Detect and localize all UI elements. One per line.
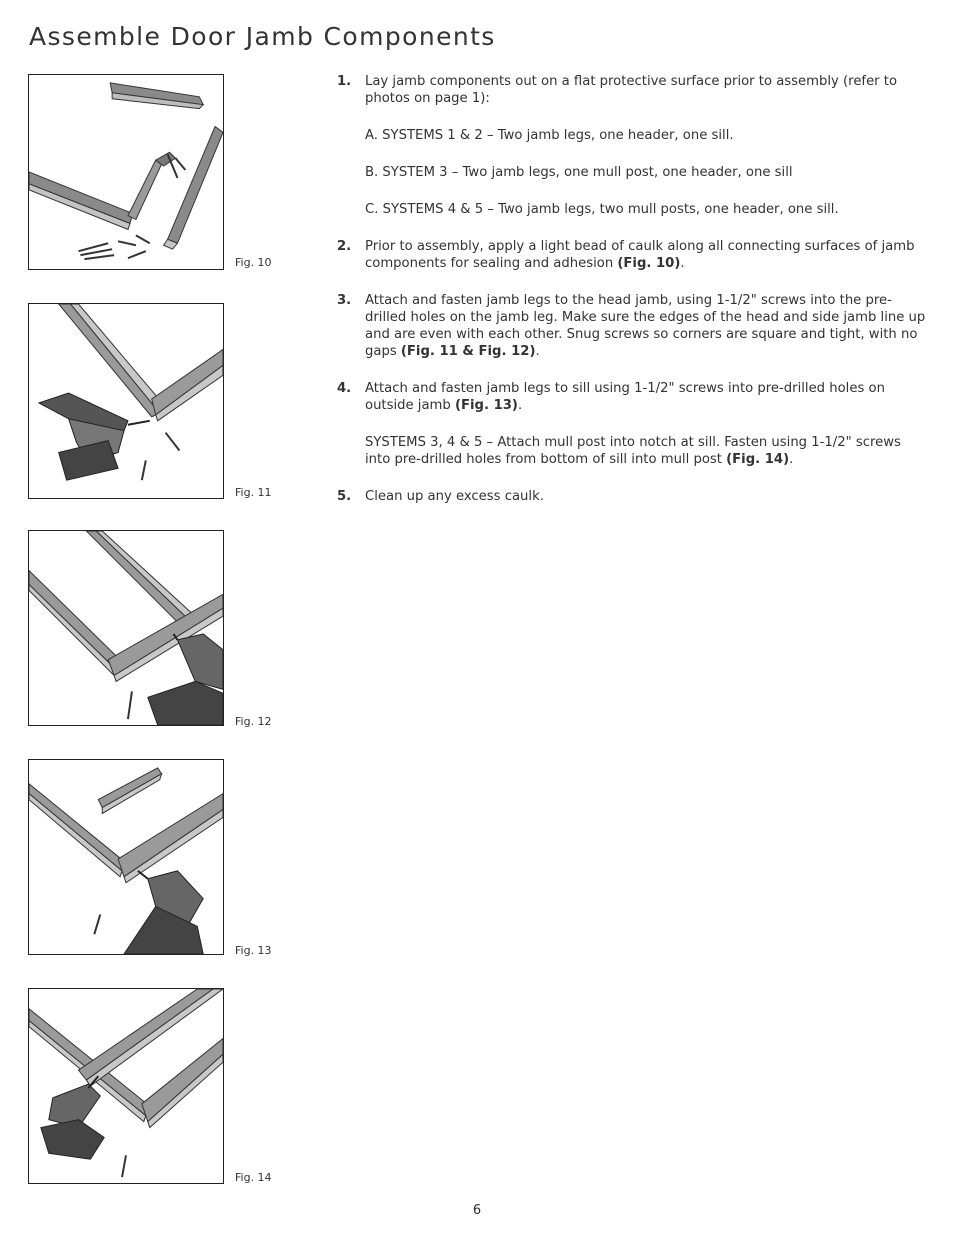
figure-reference: (Fig. 13) [454, 398, 518, 413]
figure-10-label: Fig. 10 [235, 256, 272, 269]
figure-reference: (Fig. 11 & Fig. 12) [400, 344, 536, 359]
step-sub-item: C. SYSTEMS 4 & 5 – Two jamb legs, two mull posts, one header, one sill. [365, 202, 839, 217]
step-text: Attach and fasten jamb legs to sill using 1-1/2" screws into pre-drilled holes on outside jamb [365, 381, 885, 413]
figure-reference: (Fig. 14) [726, 452, 790, 467]
punctuation: . [789, 452, 794, 467]
figure-13-illustration [28, 759, 224, 955]
step-1 [337, 73, 927, 218]
figure-reference: (Fig. 10) [617, 256, 681, 271]
page-title: Assemble Door Jamb Components [29, 22, 496, 51]
figure-14-label: Fig. 14 [235, 1171, 272, 1184]
step-text: Attach and fasten jamb legs to the head jamb, using 1-1/2" screws into the pre-drilled holes on the jamb leg. Make sure the edges of the head and side jamb line up and are even with each other. Snug screws so corners are square and tight, with no gaps [365, 293, 926, 359]
step-sub-item: B. SYSTEM 3 – Two jamb legs, one mull post, one header, one sill [365, 165, 793, 180]
figure-12-label: Fig. 12 [235, 715, 272, 728]
punctuation: . [517, 398, 523, 413]
step-text: Prior to assembly, apply a light bead of caulk along all connecting surfaces of jamb components for sealing and adhesion [365, 239, 915, 271]
instruction-steps [337, 73, 927, 525]
step-text: Lay jamb components out on a flat protective surface prior to assembly (refer to photos on page 1): [365, 74, 898, 106]
step-number: 1. [337, 74, 352, 89]
step-sub-item: A. SYSTEMS 1 & 2 – Two jamb legs, one header, one sill. [365, 128, 734, 143]
step-number: 2. [337, 239, 352, 254]
step-number: 3. [337, 293, 352, 308]
page-number: 6 [472, 1203, 482, 1218]
step-3 [337, 292, 927, 360]
step-2 [337, 238, 927, 272]
figure-11-illustration [28, 303, 224, 499]
step-number: 4. [337, 381, 352, 396]
step-text: Clean up any excess caulk. [365, 489, 544, 504]
figure-11-label: Fig. 11 [235, 486, 272, 499]
figure-12-illustration [28, 530, 224, 726]
step-4 [337, 380, 927, 468]
punctuation: . [680, 256, 685, 271]
step-number: 5. [337, 489, 352, 504]
figure-14-illustration [28, 988, 224, 1184]
figure-13-label: Fig. 13 [235, 944, 272, 957]
figure-10-illustration [28, 74, 224, 270]
step-5 [337, 488, 927, 505]
punctuation: . [535, 344, 540, 359]
step-sub-text: SYSTEMS 3, 4 & 5 – Attach mull post into notch at sill. Fasten using 1-1/2" screws into pre-drilled holes from bottom of sill into mull post [365, 435, 901, 467]
